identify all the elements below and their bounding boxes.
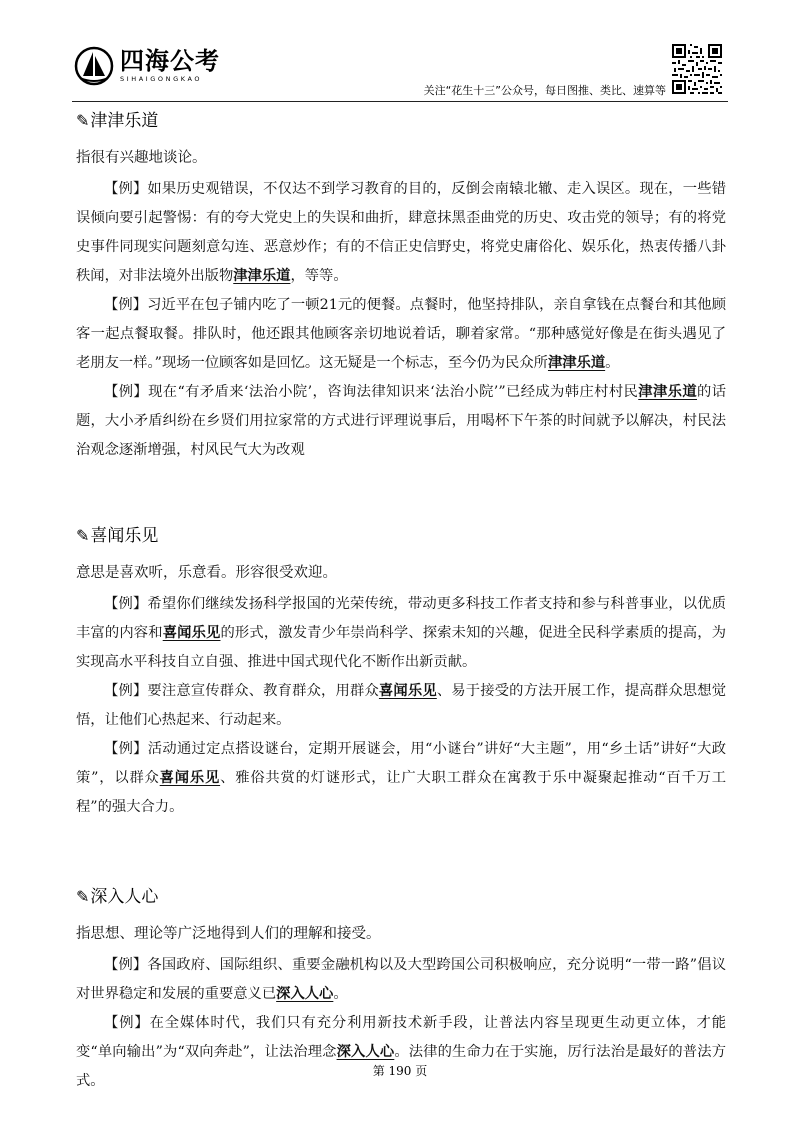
example-text: 的形式，激发青少年崇尚科学、探索未知的兴趣，促进全民科学素质的提高，为实现高水平科技自立自强、推进中国式现代化不断作出新贡献。 <box>76 625 727 670</box>
page-header <box>72 40 728 102</box>
idiom-section <box>76 104 726 465</box>
example-paragraph <box>76 735 726 822</box>
section-title-text: 深入人心 <box>90 887 159 907</box>
example-text: 【例】活动通过定点搭设谜台，定期开展谜会，用“小谜台”讲好“大主题”，用“乡土话”讲好“大政策”，以群众 <box>76 741 726 786</box>
pencil-icon: ✎ <box>76 526 90 545</box>
example-text: 【例】如果历史观错误，不仅达不到学习教育的目的，反倒会南辕北辙、走入误区。现在，一些错误倾向要引起警惕：有的夸大党史上的失误和曲折，肆意抹黑歪曲党的历史、攻击党的领导；有的将党史事件同现实问题刻意勾连、恶意炒作；有的不信正史信野史，将党史庸俗化、娱乐化，热衷传播八卦秩闻，对非法境外出版物 <box>76 181 726 284</box>
example-text: 、易于接受的方法开展工作，提高群众思想觉悟，让他们心热起来、行动起来。 <box>76 683 727 728</box>
example-text: 【例】在全媒体时代，我们只有充分利用新技术新手段，让普法内容呈现更生动更立体，才能变“单向输出”为“双向奔赴”，让法治理念 <box>76 1015 726 1060</box>
sailboat-logo-icon <box>74 46 114 86</box>
section-title <box>76 104 726 138</box>
example-paragraph <box>76 291 726 378</box>
example-text: ，等等。 <box>290 268 348 284</box>
pencil-icon: ✎ <box>76 887 90 906</box>
definition: 指很有兴趣地谈论。 <box>76 150 207 166</box>
brand-name: 四海公考 <box>120 47 220 75</box>
keyword-highlight: 喜闻乐见 <box>162 625 221 641</box>
section-title <box>76 880 726 914</box>
example-paragraph <box>76 677 726 735</box>
example-text: 【例】现在“有矛盾来‘法治小院’，咨询法律知识来‘法治小院’”已经成为韩庄村村民 <box>104 384 639 400</box>
keyword-highlight: 深入人心 <box>336 1044 395 1060</box>
example-paragraph <box>76 951 726 1009</box>
example-paragraph <box>76 590 726 677</box>
example-text: 。 <box>333 986 348 1002</box>
example-text: 、雅俗共赏的灯谜形式，让广大职工群众在寓教于乐中凝聚起推动“百千万工程”的强大合力。 <box>76 770 727 815</box>
keyword-highlight: 喜闻乐见 <box>159 770 221 786</box>
brand-subtitle: SIHAIGONGKAO <box>120 75 203 83</box>
brand-logo <box>74 46 220 86</box>
section-title-text: 津津乐道 <box>90 111 159 131</box>
keyword-highlight: 喜闻乐见 <box>378 683 437 699</box>
example-text: 【例】习近平在包子铺内吃了一顿21元的便餐。点餐时，他坚持排队，亲自拿钱在点餐台和其他顾客一起点餐取餐。排队时，他还跟其他顾客亲切地说着话，聊着家常。“那种感觉好像是在街头遇见了老朋友一样。”现场一位顾客如是回忆。这无疑是一个标志，至今仍为民众所 <box>76 297 726 371</box>
page-number: 第 190 页 <box>372 1064 428 1078</box>
definition: 指思想、理论等广泛地得到人们的理解和接受。 <box>76 926 381 942</box>
example-text: 【例】希望你们继续发扬科学报国的光荣传统，带动更多科技工作者支持和参与科普事业，以优质丰富的内容和 <box>76 596 726 641</box>
header-tagline: 关注“花生十三”公众号，每日图推、类比、速算等 <box>423 84 666 97</box>
section-title <box>76 519 726 553</box>
example-paragraph <box>76 1009 726 1096</box>
section-title-text: 喜闻乐见 <box>90 526 159 546</box>
keyword-highlight: 深入人心 <box>276 986 334 1002</box>
example-text: 的话题，大小矛盾纠纷在乡贤们用拉家常的方式进行评理说事后，用喝杯下午茶的时间就予以解决，村民法治观念逐渐增强，村风民气大为改观 <box>76 384 727 458</box>
keyword-highlight: 津津乐道 <box>638 384 698 400</box>
page-content <box>76 104 726 1096</box>
example-text: 。法律的生命力在于实施，厉行法治是最好的普法方式。 <box>76 1044 727 1089</box>
example-text: 【例】各国政府、国际组织、重要金融机构以及大型跨国公司积极响应，充分说明“一带一路”倡议对世界稳定和发展的重要意义已 <box>76 957 726 1002</box>
qr-code-icon <box>672 44 722 94</box>
keyword-highlight: 津津乐道 <box>547 355 606 371</box>
idiom-section <box>76 519 726 822</box>
keyword-highlight: 津津乐道 <box>233 268 291 284</box>
example-text: 。 <box>605 355 620 371</box>
example-paragraph <box>76 378 726 465</box>
header-divider <box>72 101 728 102</box>
example-paragraph <box>76 175 726 291</box>
pencil-icon: ✎ <box>76 111 90 130</box>
definition: 意思是喜欢听，乐意看。形容很受欢迎。 <box>76 565 337 581</box>
example-text: 【例】要注意宣传群众、教育群众，用群众 <box>104 683 379 699</box>
